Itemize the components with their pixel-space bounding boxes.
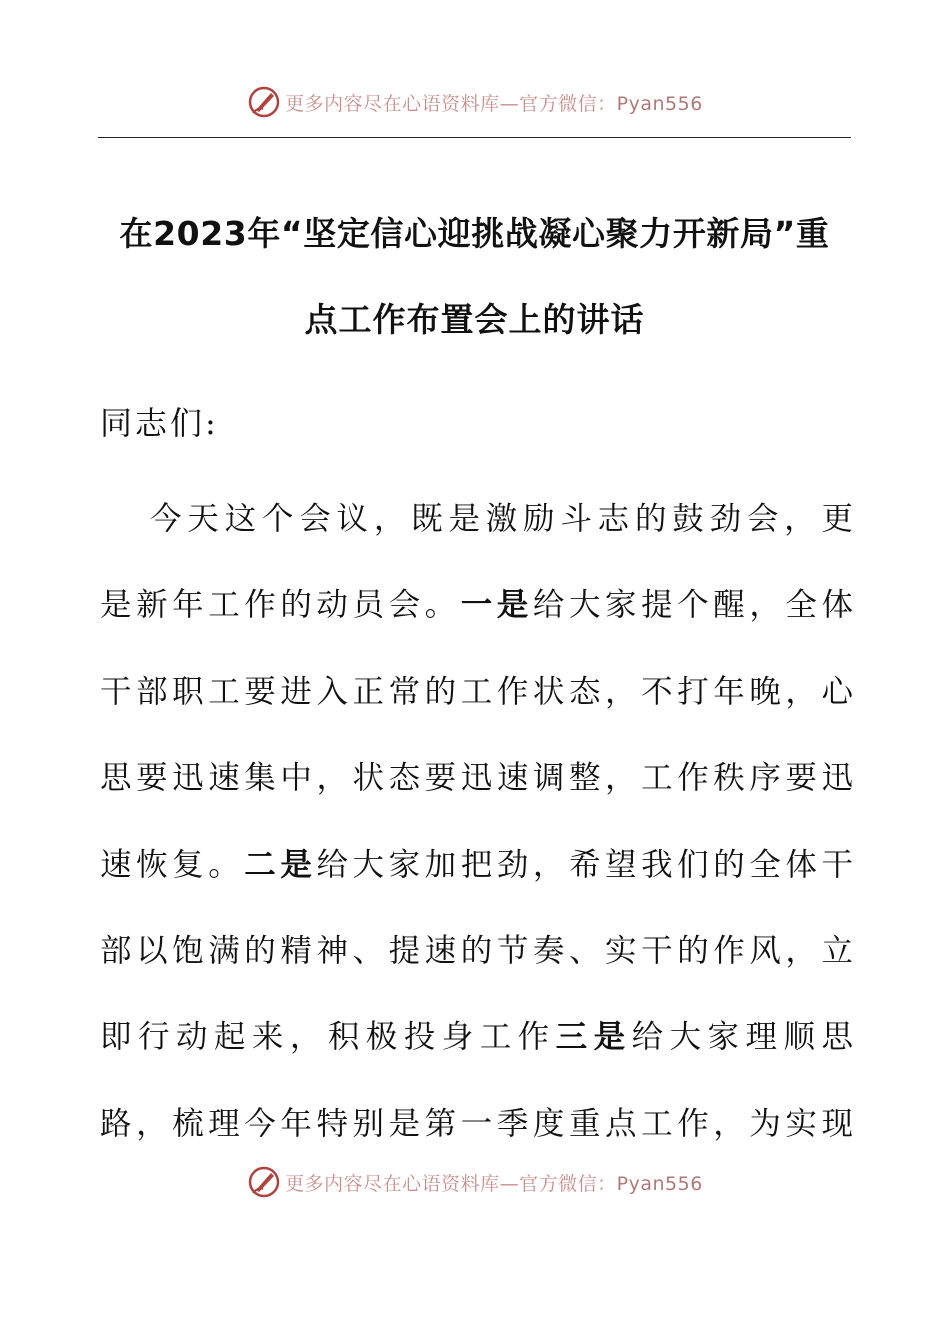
emphasis-label: 三是 <box>555 1019 632 1056</box>
paragraph-line: 即行动起来，积极投身工作三是给大家理顺思 <box>100 1019 853 1056</box>
brand-logo-icon <box>247 85 281 119</box>
emphasis-label: 一是 <box>460 587 533 624</box>
paragraph-line: 部以饱满的精神、提速的节奏、实干的作风，立 <box>100 933 853 969</box>
document-title-line-1: 在2023年“坚定信心迎挑战凝心聚力开新局”重 <box>119 214 830 253</box>
paragraph-line: 路，梳理今年特别是第一季度重点工作，为实现 <box>100 1105 853 1142</box>
brand-logo-icon <box>247 1165 281 1199</box>
brand-text: 更多内容尽在心语资料库—官方微信：Pyan556 <box>285 1172 703 1195</box>
paragraph-line: 思要迅速集中，状态要迅速调整，工作秩序要迅 <box>100 760 853 797</box>
paragraph-line: 今天这个会议，既是激励斗志的鼓劲会，更 <box>150 501 853 537</box>
wechat-id: Pyan556 <box>616 1172 703 1195</box>
footer-watermark <box>0 1162 950 1202</box>
document-title-line-2: 点工作布置会上的讲话 <box>304 300 645 339</box>
header-watermark <box>0 82 950 122</box>
paragraph-line: 是新年工作的动员会。一是给大家提个醒，全体 <box>100 587 853 624</box>
brand-text: 更多内容尽在心语资料库—官方微信：Pyan556 <box>285 92 703 115</box>
paragraph-line: 速恢复。二是给大家加把劲，希望我们的全体干 <box>100 846 853 883</box>
emphasis-label: 二是 <box>244 846 317 883</box>
header-divider <box>98 137 851 138</box>
wechat-id: Pyan556 <box>616 92 703 115</box>
salutation: 同志们: <box>100 404 219 442</box>
paragraph-line: 干部职工要进入正常的工作状态，不打年晚，心 <box>100 673 853 710</box>
